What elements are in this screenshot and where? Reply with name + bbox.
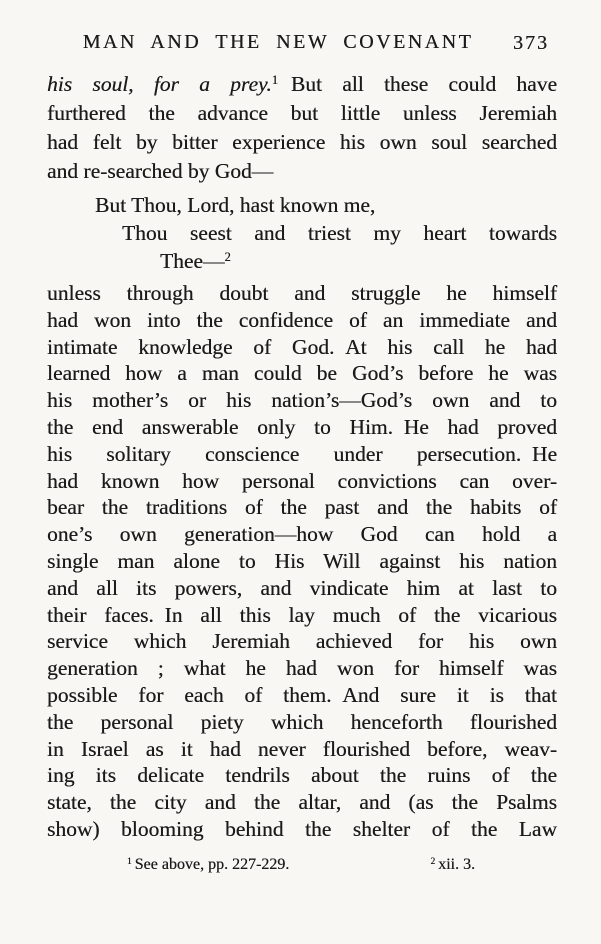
text-line: state, the city and the altar, and (as the Psalms <box>47 790 557 815</box>
text-line: service which Jeremiah achieved for his own <box>47 629 557 654</box>
text-line: learned how a man could be God’s before he was <box>47 361 557 386</box>
footnote-text: See above, pp. 227-229. <box>134 856 290 873</box>
verse-line: Thou seest and triest my heart towards <box>122 221 557 245</box>
text-line: possible for each of them. And sure it is that <box>47 682 557 707</box>
text-line: bear the traditions of the past and the habits of <box>47 495 557 520</box>
text-line: one’s own generation—how God can hold a <box>47 522 557 547</box>
text-line: and all its powers, and vindicate him at last to <box>47 575 557 600</box>
text-line: their faces. In all this lay much of the vicarious <box>47 602 557 627</box>
text-line: in Israel as it had never flourished before, weav- <box>47 736 557 761</box>
text-line: had won into the confidence of an immediate and <box>47 307 557 332</box>
page-number: 373 <box>513 32 549 54</box>
text-line: his mother’s or his nation’s—God’s own and to <box>47 388 557 413</box>
paragraph <box>47 280 557 843</box>
text-line: had known how personal convictions can over- <box>47 468 557 493</box>
text-line <box>47 70 557 99</box>
footnotes-row <box>47 856 557 874</box>
footnote-text: xii. 3. <box>438 856 475 873</box>
quoted-scripture-italic: his soul, for a prey. <box>47 72 272 96</box>
verse-block <box>47 191 557 275</box>
page-title: MAN AND THE NEW COVENANT <box>82 31 474 53</box>
text-line: show) blooming behind the shelter of the Law <box>47 816 557 841</box>
text-line: intimate knowledge of God. At his call he had <box>47 334 557 359</box>
text-line: single man alone to His Will against his nation <box>47 548 557 573</box>
footnote-marker: 2 <box>224 250 231 265</box>
text-line: his solitary conscience under persecution. He <box>47 441 557 466</box>
text-line: and re-searched by God— <box>47 159 274 183</box>
footnote-marker: 2 <box>430 856 436 867</box>
text-line: the personal piety which henceforth flourished <box>47 709 557 734</box>
text-line: the end answerable only to Him. He had proved <box>47 414 557 439</box>
text-line: had felt by bitter experience his own soul searched <box>47 130 557 154</box>
text-line: ing its delicate tendrils about the ruins of the <box>47 763 557 788</box>
verse-line: But Thou, Lord, hast known me, <box>95 193 376 217</box>
text-run: But all these could have <box>290 72 557 96</box>
paragraph <box>47 70 557 186</box>
footnote-marker: 1 <box>127 856 132 867</box>
text-line: unless through doubt and struggle he himself <box>47 281 557 305</box>
running-header <box>47 31 557 57</box>
verse-text: Thee— <box>160 249 225 273</box>
footnote <box>430 856 475 874</box>
footnote <box>127 856 289 874</box>
text-line: generation ; what he had won for himself was <box>47 656 557 681</box>
verse-line <box>47 247 557 275</box>
footnote-marker: 1 <box>271 73 278 88</box>
text-line: furthered the advance but little unless Jeremiah <box>47 101 557 125</box>
